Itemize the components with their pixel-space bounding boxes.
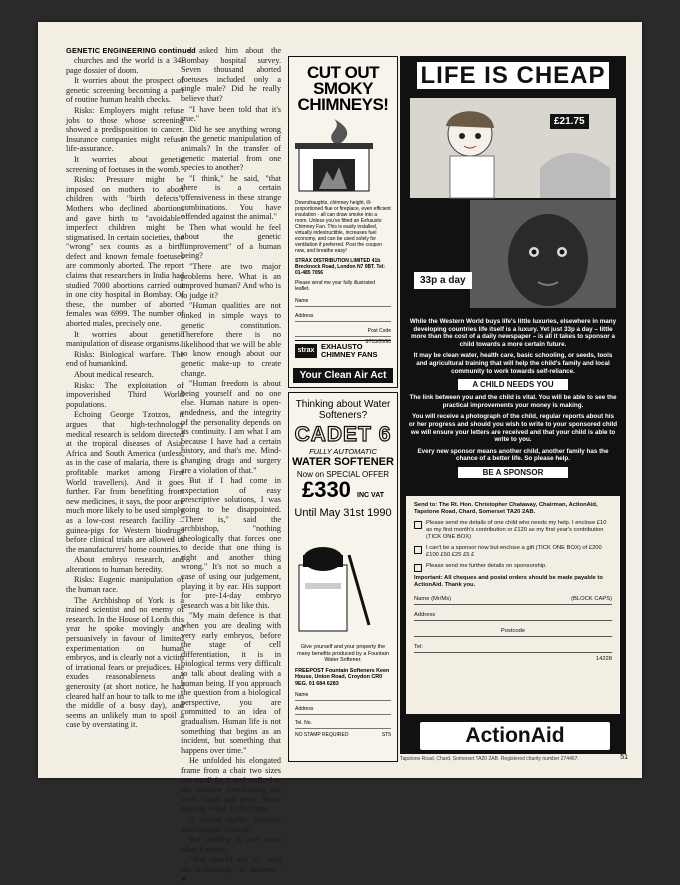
article-paragraph: But if I had come in expectation of easy prescriptive solutions, I was going to be disappointed. "There is," said the archbishop, "nothing theologically that forces one to decide that one thing is right and another thing wrong." It's not so much a case of using our judgement, playing it by ear. His support for pre-14-day embryo research was a bit like this. <box>181 476 281 610</box>
doll-price: £21.75 <box>550 114 589 129</box>
softener-offer: Now on SPECIAL OFFER <box>296 470 390 479</box>
chimney-address-label: Address <box>295 313 314 319</box>
article-paragraph: Then what would he feel about the genetic "improvement" of a human being? <box>181 222 281 261</box>
coupon-address-label: Address <box>414 612 436 618</box>
actionaid-title-text: LIFE IS CHEAP <box>415 60 610 91</box>
article-paragraph: About embryo research, and alterations to human heredity. <box>66 555 184 574</box>
option-gift[interactable] <box>414 545 612 559</box>
article-paragraph: "I have been told that it's true." <box>181 104 281 124</box>
softener-product-name: CADET 6 <box>294 423 392 446</box>
softener-tel-label: Tel. No. <box>295 720 312 726</box>
chimney-fan-ad <box>288 56 398 388</box>
magazine-page <box>38 22 642 884</box>
actionaid-p4: You will receive a photograph of the child, regular reports about his or her progress and should you wish to write to your sponsored child we will ensure your letters are received and that your child is able to write to you. <box>408 413 618 444</box>
actionaid-logo: ActionAid <box>418 720 612 752</box>
sponsor-coupon <box>406 496 620 714</box>
checkbox-icon[interactable] <box>414 521 422 529</box>
water-softener-illustration <box>289 525 379 635</box>
softener-name-label: Name <box>295 692 309 698</box>
softener-vat: INC VAT <box>357 492 385 499</box>
article-paragraph: "My main defence is that when you are dealing with very early embryos, before the stage of cell differentiation, it is in biological terms very difficult to talk about dealing with a human being. If you approach the question from a biological perspective, you are committed to an idea of gradualism. Human life is not something that begins as an incident, but something that happens over time." <box>181 611 281 755</box>
coupon-name-field[interactable] <box>414 596 612 605</box>
softener-address-label: Address <box>295 706 314 712</box>
chimney-postcode-field[interactable] <box>295 328 391 337</box>
article-paragraph: churches and the world is a 34-page dossier of doom. <box>66 56 184 75</box>
checkbox-icon[interactable] <box>414 546 422 554</box>
article-paragraph: Risks: Eugenic manipulation of the human race. <box>66 575 184 595</box>
softener-body: Give yourself and your property the many benefits produced by a Fountain Water Softener. <box>297 644 389 663</box>
actionaid-p3: The link between you and the child is vital. You will be able to see the practical improvements your money is making. <box>409 394 617 409</box>
running-head: GENETIC ENGINEERING continued <box>66 46 196 55</box>
page-number: 51 <box>620 754 628 761</box>
actionaid-p2: It may be clean water, health care, basic schooling, or seeds, tools and agricultural training that will help the child's family and local community to work towards self-reliance. <box>413 352 613 375</box>
softener-code: ST5 <box>381 732 391 738</box>
chimney-name-field[interactable] <box>295 298 391 307</box>
article-paragraph: About medical research. <box>74 370 154 379</box>
actionaid-footer: Tapstone Road, Chard, Somerset TA20 2AB. Registered charity number 274467. <box>400 756 579 762</box>
daily-price: 33p a day <box>414 272 472 289</box>
coupon-postcode-field[interactable] <box>414 628 612 637</box>
article-paragraph: "Human qualities are not linked in simple ways to genetic constitution. Therefore there is no likelihood that we will be able to know enough about our genetic make-up to create change. <box>181 301 281 378</box>
softener-until: Until May 31st 1990 <box>294 507 392 519</box>
strax-product-name: EXHAUSTO CHIMNEY FANS <box>321 342 378 359</box>
actionaid-p5: Every new sponsor means another child, another family has the chance of a better life. So please help. <box>417 447 609 463</box>
softener-freepost: FREEPOST Fountain Softeners Keen House, Union Road, Croydon CR0 9EG. 01 684 6283 <box>295 667 390 687</box>
article-paragraph: "There are two major problems here. What is an improved human? And who is to judge it? <box>181 262 281 300</box>
article-paragraph: But nothing is ever quite what it seems. <box>181 835 281 854</box>
coupon-tel-field[interactable] <box>414 644 612 653</box>
article-paragraph: "You should see it," said the archbishop, "in summer." ● <box>181 855 281 884</box>
article-paragraph: Risks: Pressure might be imposed on mothers to abort children with "birth defects". Mothers who declined abortions and gave birth to "avoidable" imperfect children might be stigmatised. In certain societies, the "wrong" sex counts as a birth defect and known female foetuses are commonly aborted. The report claims that researchers in India had studied 7000 abortions carried out in one city hospital in Bombay. Of these, the number of aborted females was 6999. The number of aborted males, precisely one. <box>66 175 184 329</box>
child-photo <box>470 200 616 308</box>
chimney-ad-body: Downdraughts, chimney height, ill-proportioned flue or fireplace, even efficient insulation - all can draw smoke into a room. Unless you've fitted an Exhausto Chimney Fan. This is easily installed, virtually indestructible, increases fuel economy, and can be used solely for ventilation if preferred. Post the coupon now, and breathe easy! <box>295 200 391 254</box>
option-sponsor-label: Please send me details of one child who needs my help. I enclose £10 as my first month's contribution or £120 as my first year's contribution (TICK ONE BOX) <box>426 520 607 540</box>
article-paragraph: Risks: Biological warfare. The end of humankind. <box>66 349 184 369</box>
softener-type: WATER SOFTENER <box>292 456 394 468</box>
chimney-postcode-label: Post Code <box>367 328 391 334</box>
option-details[interactable] <box>414 563 612 572</box>
actionaid-body <box>408 318 618 482</box>
doll-photo <box>410 98 616 198</box>
coupon-postcode-label: Postcode <box>500 628 526 634</box>
fireplace-illustration <box>289 119 379 191</box>
article-paragraph: It worries about the prospect of genetic screening becoming a part of routine human health checks. <box>66 76 184 105</box>
chimney-ad-company: STRAX DISTRIBUTION LIMITED 41b Brecknock Road, London N7 0BT. Tel: 01-485 7056 <box>295 258 385 276</box>
chimney-ad-code: ST13/05/90 <box>365 339 391 345</box>
article-paragraph: It looked idyllic, timeless and tranquil. Natural. <box>181 814 281 834</box>
be-a-sponsor-band: BE A SPONSOR <box>458 467 568 478</box>
article-paragraph: "I think," he said, "that there is a certain offensiveness in these strange combinations. You have offended against the animal." <box>181 173 281 222</box>
coupon-tel-label: Tel: <box>414 644 424 650</box>
article-paragraph: Did he see anything wrong in the genetic manipulation of animals? In the transfer of genetic material from one species to another? <box>181 124 281 173</box>
softener-address-field[interactable] <box>295 706 391 715</box>
water-softener-ad <box>288 392 398 762</box>
article-paragraph: Echoing George Tzotzos, it argues that high-technology medical research is seldom directed at the tropical diseases of Asia, Africa and South America (unless, as in the case of malaria, there is a profitable market among First World travellers). And it goes further. Far from benefiting from new medicines, it says, the poor are much more likely to be used simply as a low-cost research facility – guinea-pigs for Western biodrugs before clinical trials are allowed in the manufacturers' home countries. <box>66 410 184 554</box>
softener-tel-field[interactable] <box>295 720 391 729</box>
coupon-name-label: Name (Mr/Ms) <box>414 596 452 602</box>
article-paragraph: It worries about genetic screening of foetuses in the womb. <box>66 154 184 174</box>
softener-sub: FULLY AUTOMATIC <box>309 447 377 456</box>
coupon-address-field[interactable] <box>414 612 612 621</box>
softener-price <box>289 479 397 507</box>
chimney-ad-request: Please send me your fully illustrated leaflet. <box>295 280 376 292</box>
coupon-send-to: Send to: The Rt. Hon. Christopher Chataway, Chairman, ActionAid, Tapstone Road, Chard, Somerset TA20 2AB. <box>414 502 598 515</box>
actionaid-title <box>400 62 626 90</box>
article-column-2 <box>181 46 281 885</box>
article-paragraph: "Human freedom is about being yourself and no one else. Human nature is open-endedness, and the integrity of the personality depends on its continuity. I am what I am because I have had a certain history, and that's me. Mind-changing drugs and surgery are a violation of that." <box>181 379 281 475</box>
actionaid-ad <box>400 56 626 754</box>
article-paragraph: It worries about genetic manipulation of disease organisms. <box>66 329 184 349</box>
softener-footer <box>289 729 397 741</box>
checkbox-icon[interactable] <box>414 564 422 572</box>
article-column-1 <box>66 56 184 731</box>
option-gift-label: I can't be a sponsor now but enclose a gift (TICK ONE BOX) of £200 £100 £50 £25 £5 £ <box>426 545 602 558</box>
softener-price-value: £330 <box>301 477 351 502</box>
chimney-address-field[interactable] <box>295 313 391 322</box>
softener-intro: Thinking about Water Softeners? <box>295 399 391 421</box>
strax-logo: strax <box>295 344 317 358</box>
article-paragraph: The Archbishop of York is a trained scientist and no enemy of research. In the House of Lords this year he spoke movingly and persuasively in favour of limited experimentation on human embryos, and is clearly not a victim of irrational fears or prejudices. He exudes reasonableness and generosity (at short notice, he had cleared half an hour to talk to me in the middle of a busy day), and seems an unlikely man to spoil a case by overstating it. <box>66 595 184 730</box>
article-paragraph: He unfolded his elongated frame from a chair two sizes too small for it and walked to the window overlooking the river Grass and trees. Slow-moving water. Reflections. <box>181 756 281 814</box>
strax-brand-block <box>295 340 391 363</box>
option-details-label: Please send me further details on sponsorship. <box>426 563 547 569</box>
coupon-code: 14228 <box>595 656 612 662</box>
actionaid-lead: While the Western World buys life's little luxuries, elsewhere in many developing countries life itself is a luxury. Yet just 33p a day – little more than the cost of a daily newspaper – is all it takes to sponsor a child towards a more certain future. <box>409 318 617 348</box>
child-needs-you-band: A CHILD NEEDS YOU <box>458 379 568 390</box>
article-paragraph: I asked him about the Bombay hospital survey. Seven thousand aborted foetuses included only a single male? Did he really believe that? <box>181 46 281 103</box>
option-sponsor-child[interactable] <box>414 520 612 541</box>
softener-name-field[interactable] <box>295 692 391 701</box>
chimney-ad-tagline: Your Clean Air Act <box>293 368 393 383</box>
coupon-block-caps: (BLOCK CAPS) <box>571 596 612 602</box>
coupon-important: Important: All cheques and postal orders should be made payable to ActionAid. Thank you. <box>414 575 603 588</box>
chimney-name-label: Name <box>295 298 309 304</box>
softener-stamp: NO STAMP REQUIRED <box>295 732 349 738</box>
article-paragraph: Risks: The exploitation of impoverished Third World populations. <box>66 380 184 409</box>
chimney-ad-headline: CUT OUT SMOKY CHIMNEYS! <box>297 63 389 114</box>
article-paragraph: Risks: Employers might refuse jobs to those whose screening showed a predisposition to cancer. Insurance companies might refuse life-assurance. <box>66 105 184 154</box>
